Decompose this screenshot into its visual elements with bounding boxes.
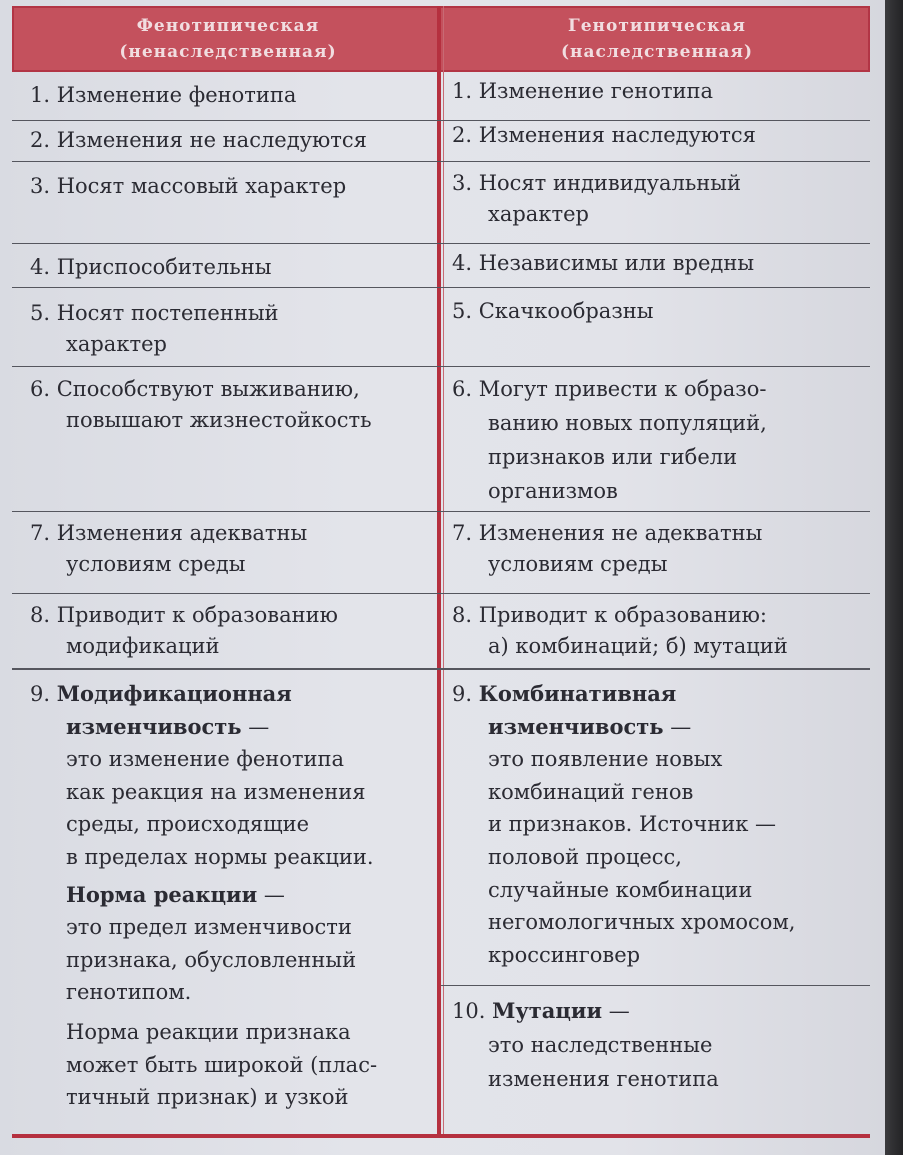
cell-line: и признаков. Источник —	[488, 812, 777, 837]
column-divider	[437, 6, 441, 1138]
cell-line: характер	[66, 332, 167, 356]
cell-line: повышают жизнестойкость	[66, 408, 372, 432]
row9-right-num: 9.	[452, 682, 473, 706]
cell-line: условиям среды	[66, 552, 246, 576]
norm-term: Норма реакции	[66, 881, 258, 907]
cell-line: 5. Носят постепенный	[30, 301, 279, 325]
cell-line: 8. Приводит к образованию	[30, 603, 338, 627]
header-phenotypic	[14, 8, 442, 70]
row5-right	[452, 296, 654, 327]
row10-num: 10.	[452, 999, 486, 1023]
row-separator	[12, 668, 870, 670]
modification-term-line2	[30, 711, 377, 744]
combinative-term: Комбинативная	[478, 681, 677, 706]
column-divider-highlight	[443, 6, 444, 1138]
row9-left-num: 9.	[30, 682, 51, 706]
cell-line: как реакция на изменения	[66, 779, 366, 804]
cell-line: это наследственные	[488, 1033, 713, 1057]
row-separator	[12, 366, 870, 367]
cell-line: это появление новых	[488, 747, 723, 772]
cell-line: кроссинговер	[488, 942, 641, 967]
row-separator	[441, 985, 870, 986]
row4-right	[452, 248, 754, 279]
cell-line: тичный признак) и узкой	[66, 1085, 349, 1110]
cell-line: половой процесс,	[488, 844, 682, 869]
cell-line: изменения генотипа	[488, 1067, 719, 1091]
cell-line: это предел изменчивости	[66, 915, 352, 940]
cell-line: 3. Носят индивидуальный	[452, 171, 741, 195]
row7-left	[30, 518, 307, 580]
table-header	[12, 6, 870, 72]
row7-right	[452, 518, 762, 580]
cell-line: 1. Изменение генотипа	[452, 79, 713, 103]
header-left-line1: Фенотипическая	[136, 16, 320, 36]
row9-left	[30, 678, 377, 1114]
row6-left	[30, 374, 372, 436]
header-right-line2: (наследственная)	[560, 42, 753, 62]
dash: —	[257, 882, 285, 907]
row-separator	[12, 511, 870, 512]
cell-line: генотипом.	[66, 980, 192, 1005]
cell-line: может быть широкой (плас-	[66, 1052, 378, 1077]
cell-line: 8. Приводит к образованию:	[452, 603, 767, 627]
page-edge-shadow	[885, 0, 903, 1155]
mutation-term: Мутации	[492, 998, 603, 1023]
table-bottom-border	[12, 1134, 870, 1138]
cell-line: негомологичных хромосом,	[488, 910, 796, 935]
modification-term-line	[30, 678, 377, 711]
cell-line: организмов	[488, 479, 618, 503]
cell-line: условиям среды	[488, 552, 668, 576]
row1-right	[452, 76, 713, 107]
row5-left	[30, 298, 279, 360]
cell-line: комбинаций генов	[488, 779, 694, 804]
cell-line: 6. Могут привести к образо-	[452, 377, 767, 401]
combinative-term-line2	[452, 711, 795, 744]
cell-line: среды, происходящие	[66, 812, 310, 837]
cell-line: 4. Приспособительны	[30, 255, 272, 279]
modification-term: Модификационная	[56, 681, 292, 706]
row3-left	[30, 171, 346, 202]
modification-term-2: изменчивость	[66, 713, 242, 739]
dash: —	[602, 999, 630, 1023]
cell-line: Норма реакции признака	[66, 1019, 351, 1044]
mutation-term-line	[452, 994, 719, 1028]
row8-left	[30, 600, 338, 662]
row-separator	[12, 161, 870, 162]
row3-right	[452, 168, 741, 230]
cell-line: случайные комбинации	[488, 877, 753, 902]
header-left-line2: (ненаследственная)	[119, 42, 337, 62]
row2-left	[30, 125, 367, 156]
cell-line: в пределах нормы реакции.	[66, 844, 374, 869]
row-separator	[12, 287, 870, 288]
cell-line: это изменение фенотипа	[66, 747, 345, 772]
cell-line: а) комбинаций; б) мутаций	[488, 634, 788, 658]
cell-line: 5. Скачкообразны	[452, 299, 654, 323]
cell-line: 7. Изменения адекватны	[30, 521, 308, 545]
norm-term-line	[30, 879, 377, 912]
header-genotypic	[446, 8, 868, 70]
cell-line: 6. Способствуют выживанию,	[30, 377, 360, 401]
row-separator	[12, 243, 870, 244]
cell-line: признаков или гибели	[488, 445, 738, 469]
cell-line: ванию новых популяций,	[488, 411, 767, 435]
row8-right	[452, 600, 788, 662]
cell-line: характер	[488, 202, 589, 226]
row6-right	[452, 372, 767, 508]
dash: —	[663, 714, 692, 739]
cell-line: 4. Независимы или вредны	[452, 251, 755, 275]
cell-line: признака, обусловленный	[66, 947, 357, 972]
row10-right	[452, 994, 719, 1096]
header-right-line1: Генотипическая	[568, 16, 746, 36]
cell-line: модификаций	[66, 634, 220, 658]
row2-right	[452, 120, 756, 151]
cell-line: 2. Изменения не наследуются	[30, 128, 367, 152]
cell-line: 1. Изменение фенотипа	[30, 83, 297, 107]
row4-left	[30, 252, 271, 283]
row-separator	[12, 593, 870, 594]
cell-line: 3. Носят массовый характер	[30, 174, 347, 198]
row1-left	[30, 80, 296, 111]
row9-right	[452, 678, 795, 971]
combinative-term-line	[452, 678, 795, 711]
cell-line: 7. Изменения не адекватны	[452, 521, 763, 545]
combinative-term-2: изменчивость	[488, 713, 664, 739]
dash: —	[241, 714, 270, 739]
cell-line: 2. Изменения наследуются	[452, 123, 756, 147]
